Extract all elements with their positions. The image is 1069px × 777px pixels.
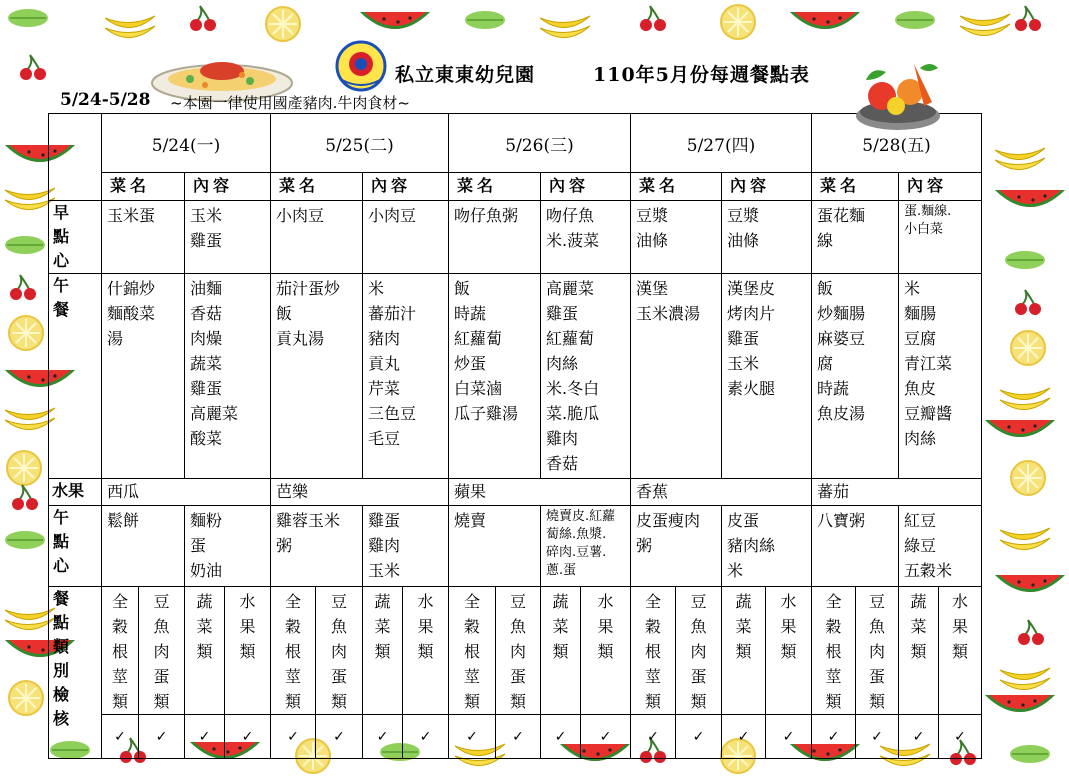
check-mark: ✓ (766, 715, 812, 759)
category-cell (766, 587, 812, 715)
content-column-header: 內容 (722, 173, 812, 201)
school-name: 私立東東幼兒園 (395, 64, 536, 86)
snack-content-cell: 紅豆 綠豆 五穀米 (899, 506, 982, 587)
check-mark-row (49, 715, 982, 759)
check-mark: ✓ (403, 715, 449, 759)
breakfast-dish-cell: 吻仔魚粥 (449, 201, 541, 274)
breakfast-label: 早 點 心 (49, 201, 102, 274)
day-header: 5/28(五) (812, 114, 982, 173)
category-label: 蔬 菜 類 (910, 592, 927, 661)
lunch-label: 午 餐 (49, 274, 102, 479)
snack-row (49, 506, 982, 587)
dish-column-header: 菜名 (812, 173, 899, 201)
category-label: 全 穀 根 莖 類 (111, 592, 128, 711)
category-label: 豆 魚 肉 蛋 類 (690, 592, 707, 711)
snack-content-cell: 皮蛋 豬肉絲 米 (722, 506, 812, 587)
breakfast-content-cell: 玉米 雞蛋 (185, 201, 271, 274)
category-label: 水 果 類 (597, 592, 614, 661)
dish-column-header: 菜名 (449, 173, 541, 201)
check-mark: ✓ (939, 715, 982, 759)
snack-dish-cell: 鬆餅 (102, 506, 185, 587)
check-mark: ✓ (363, 715, 403, 759)
snack-label: 午 點 心 (49, 506, 102, 587)
fruit-label: 水果 (49, 479, 102, 506)
category-cell (139, 587, 185, 715)
category-label: 豆 魚 肉 蛋 類 (868, 592, 885, 711)
lunch-dish-cell: 漢堡 玉米濃湯 (631, 274, 722, 479)
check-mark: ✓ (225, 715, 271, 759)
corner-cell (49, 114, 102, 201)
day-header: 5/24(一) (102, 114, 271, 173)
vegetables-image (852, 58, 944, 132)
category-check-label: 餐 點 類 別 檢 核 (49, 587, 102, 759)
breakfast-dish-cell: 蛋花麵 線 (812, 201, 899, 274)
category-label: 蔬 菜 類 (552, 592, 569, 661)
category-cell (271, 587, 316, 715)
category-label: 全 穀 根 莖 類 (644, 592, 661, 711)
lunch-content-cell: 米 蕃茄汁 豬肉 貢丸 芹菜 三色豆 毛豆 (363, 274, 449, 479)
breakfast-row (49, 201, 982, 274)
category-cell (676, 587, 722, 715)
breakfast-content-cell: 吻仔魚 米.菠菜 (541, 201, 631, 274)
check-mark: ✓ (812, 715, 856, 759)
snack-dish-cell: 雞蓉玉米 粥 (271, 506, 363, 587)
category-cell (316, 587, 363, 715)
lunch-dish-cell: 飯 炒麵腸 麻婆豆 腐 時蔬 魚皮湯 (812, 274, 899, 479)
lunch-content-cell: 米 麵腸 豆腐 青江菜 魚皮 豆瓣醬 肉絲 (899, 274, 982, 479)
check-mark: ✓ (676, 715, 722, 759)
lunch-content-cell: 高麗菜 雞蛋 紅蘿蔔 肉絲 米.冬白 菜.脆瓜 雞肉 香菇 (541, 274, 631, 479)
meat-origin-note: ~本園一律使用國產豬肉.牛肉食材~ (170, 94, 410, 112)
lunch-dish-cell: 什錦炒 麵酸菜 湯 (102, 274, 185, 479)
category-check-row (49, 587, 982, 715)
breakfast-content-cell: 蛋.麵線. 小白菜 (899, 201, 982, 274)
snack-content-cell: 雞蛋 雞肉 玉米 (363, 506, 449, 587)
category-label: 水 果 類 (417, 592, 434, 661)
fruit-row (49, 479, 982, 506)
check-mark: ✓ (496, 715, 541, 759)
breakfast-content-cell: 小肉豆 (363, 201, 449, 274)
category-label: 豆 魚 肉 蛋 類 (330, 592, 347, 711)
category-label: 蔬 菜 類 (735, 592, 752, 661)
snack-content-cell: 麵粉 蛋 奶油 (185, 506, 271, 587)
check-mark: ✓ (185, 715, 225, 759)
check-mark: ✓ (899, 715, 939, 759)
lunch-row (49, 274, 982, 479)
dish-column-header: 菜名 (631, 173, 722, 201)
page-title (395, 60, 810, 87)
category-cell (581, 587, 631, 715)
check-mark: ✓ (856, 715, 899, 759)
check-mark: ✓ (541, 715, 581, 759)
lunch-dish-cell: 茄汁蛋炒 飯 貢丸湯 (271, 274, 363, 479)
category-cell (631, 587, 676, 715)
check-mark: ✓ (631, 715, 676, 759)
check-mark: ✓ (316, 715, 363, 759)
category-label: 蔬 菜 類 (196, 592, 213, 661)
fruit-cell: 香蕉 (631, 479, 812, 506)
weekly-menu-table (48, 113, 982, 759)
snack-dish-cell: 八寶粥 (812, 506, 899, 587)
category-label: 水 果 類 (239, 592, 256, 661)
snack-dish-cell: 皮蛋瘦肉 粥 (631, 506, 722, 587)
category-cell (722, 587, 766, 715)
category-cell (185, 587, 225, 715)
category-label: 水 果 類 (780, 592, 797, 661)
snack-dish-cell: 燒賣 (449, 506, 541, 587)
category-label: 全 穀 根 莖 類 (284, 592, 301, 711)
check-mark: ✓ (102, 715, 139, 759)
fruit-cell: 蕃茄 (812, 479, 982, 506)
category-label: 豆 魚 肉 蛋 類 (509, 592, 526, 711)
dish-column-header: 菜名 (271, 173, 363, 201)
category-cell (812, 587, 856, 715)
breakfast-dish-cell: 豆漿 油條 (631, 201, 722, 274)
category-cell (225, 587, 271, 715)
day-header: 5/25(二) (271, 114, 449, 173)
category-label: 全 穀 根 莖 類 (463, 592, 480, 711)
day-header: 5/27(四) (631, 114, 812, 173)
breakfast-dish-cell: 玉米蛋 (102, 201, 185, 274)
lunch-dish-cell: 飯 時蔬 紅蘿蔔 炒蛋 白菜滷 瓜子雞湯 (449, 274, 541, 479)
dish-column-header: 菜名 (102, 173, 185, 201)
content-column-header: 內容 (363, 173, 449, 201)
category-cell (541, 587, 581, 715)
category-cell (363, 587, 403, 715)
check-mark: ✓ (449, 715, 496, 759)
category-cell (449, 587, 496, 715)
fruit-cell: 西瓜 (102, 479, 271, 506)
category-label: 全 穀 根 莖 類 (825, 592, 842, 711)
lunch-content-cell: 油麵 香菇 肉燥 蔬菜 雞蛋 高麗菜 酸菜 (185, 274, 271, 479)
category-cell (899, 587, 939, 715)
check-mark: ✓ (722, 715, 766, 759)
check-mark: ✓ (139, 715, 185, 759)
category-cell (856, 587, 899, 715)
content-column-header: 內容 (541, 173, 631, 201)
school-logo (332, 40, 390, 92)
content-column-header: 內容 (185, 173, 271, 201)
fruit-cell: 芭樂 (271, 479, 449, 506)
category-label: 豆 魚 肉 蛋 類 (153, 592, 170, 711)
check-mark: ✓ (581, 715, 631, 759)
menu-title: 110年5月份每週餐點表 (593, 64, 810, 86)
category-cell (496, 587, 541, 715)
lunch-content-cell: 漢堡皮 烤肉片 雞蛋 玉米 素火腿 (722, 274, 812, 479)
snack-content-cell: 燒賣皮.紅蘿 蔔絲.魚漿. 碎肉.豆薯. 蔥.蛋 (541, 506, 631, 587)
day-header: 5/26(三) (449, 114, 631, 173)
date-header-row (49, 114, 982, 173)
check-mark: ✓ (271, 715, 316, 759)
category-cell (939, 587, 982, 715)
category-cell (403, 587, 449, 715)
week-range: 5/24-5/28 (60, 90, 151, 110)
category-cell (102, 587, 139, 715)
content-column-header: 內容 (899, 173, 982, 201)
category-label: 蔬 菜 類 (374, 592, 391, 661)
category-label: 水 果 類 (951, 592, 968, 661)
fruit-cell: 蘋果 (449, 479, 631, 506)
column-header-row (49, 173, 982, 201)
breakfast-content-cell: 豆漿 油條 (722, 201, 812, 274)
breakfast-dish-cell: 小肉豆 (271, 201, 363, 274)
